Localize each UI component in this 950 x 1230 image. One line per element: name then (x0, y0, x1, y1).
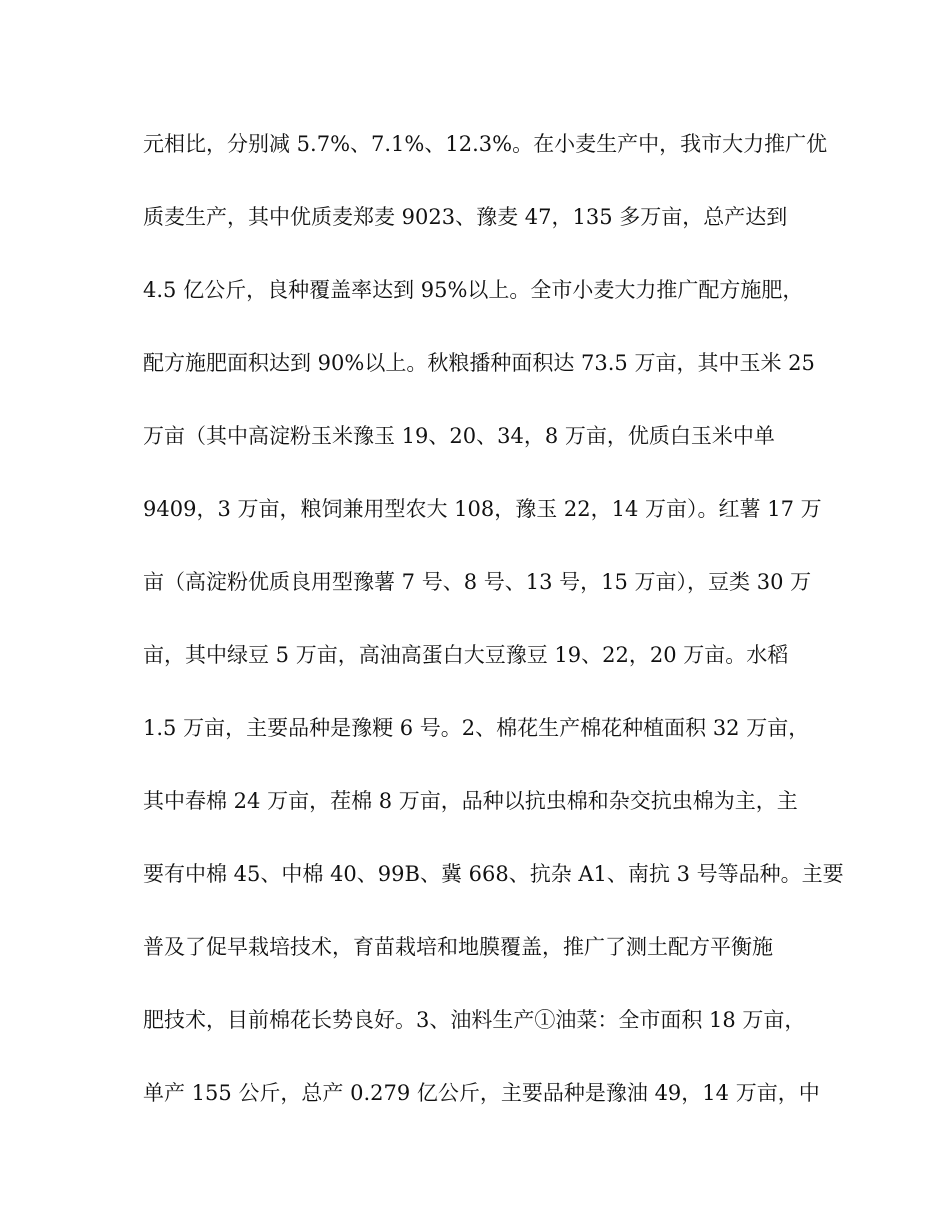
text-line-14: 单产 155 公斤，总产 0.279 亿公斤，主要品种是豫油 49，14 万亩，中 (143, 1081, 820, 1105)
text-line-12: 普及了促早栽培技术，育苗栽培和地膜覆盖，推广了测土配方平衡施 (143, 935, 773, 959)
document-body (143, 124, 844, 1146)
text-line-9: 1.5 万亩，主要品种是豫粳 6 号。2、棉花生产棉花种植面积 32 万亩， (143, 716, 810, 740)
text-line-6: 9409，3 万亩，粮饲兼用型农大 108，豫玉 22，14 万亩）。红薯 17 万 (143, 497, 822, 521)
text-line-13: 肥技术，目前棉花长势良好。3、油料生产①油菜：全市面积 18 万亩， (143, 1008, 806, 1032)
text-line-3: 4.5 亿公斤，良种覆盖率达到 95%以上。全市小麦大力推广配方施肥， (143, 278, 804, 302)
text-line-4: 配方施肥面积达到 90%以上。秋粮播种面积达 73.5 万亩，其中玉米 25 (143, 351, 815, 375)
text-line-11: 要有中棉 45、中棉 40、99B、冀 668、抗杂 A1、南抗 3 号等品种。主要 (143, 862, 844, 886)
text-line-1: 元相比，分别减 5.7%、7.1%、12.3%。在小麦生产中，我市大力推广优 (143, 132, 828, 156)
text-line-8: 亩，其中绿豆 5 万亩，高油高蛋白大豆豫豆 19、22，20 万亩。水稻 (143, 643, 789, 667)
text-line-7: 亩（高淀粉优质良用型豫薯 7 号、8 号、13 号，15 万亩），豆类 30 万 (143, 570, 812, 594)
text-line-5: 万亩（其中高淀粉玉米豫玉 19、20、34，8 万亩，优质白玉米中单 (143, 424, 775, 448)
text-line-10: 其中春棉 24 万亩，茬棉 8 万亩，品种以抗虫棉和杂交抗虫棉为主，主 (143, 789, 798, 813)
text-line-2: 质麦生产，其中优质麦郑麦 9023、豫麦 47，135 多万亩，总产达到 (143, 205, 788, 229)
